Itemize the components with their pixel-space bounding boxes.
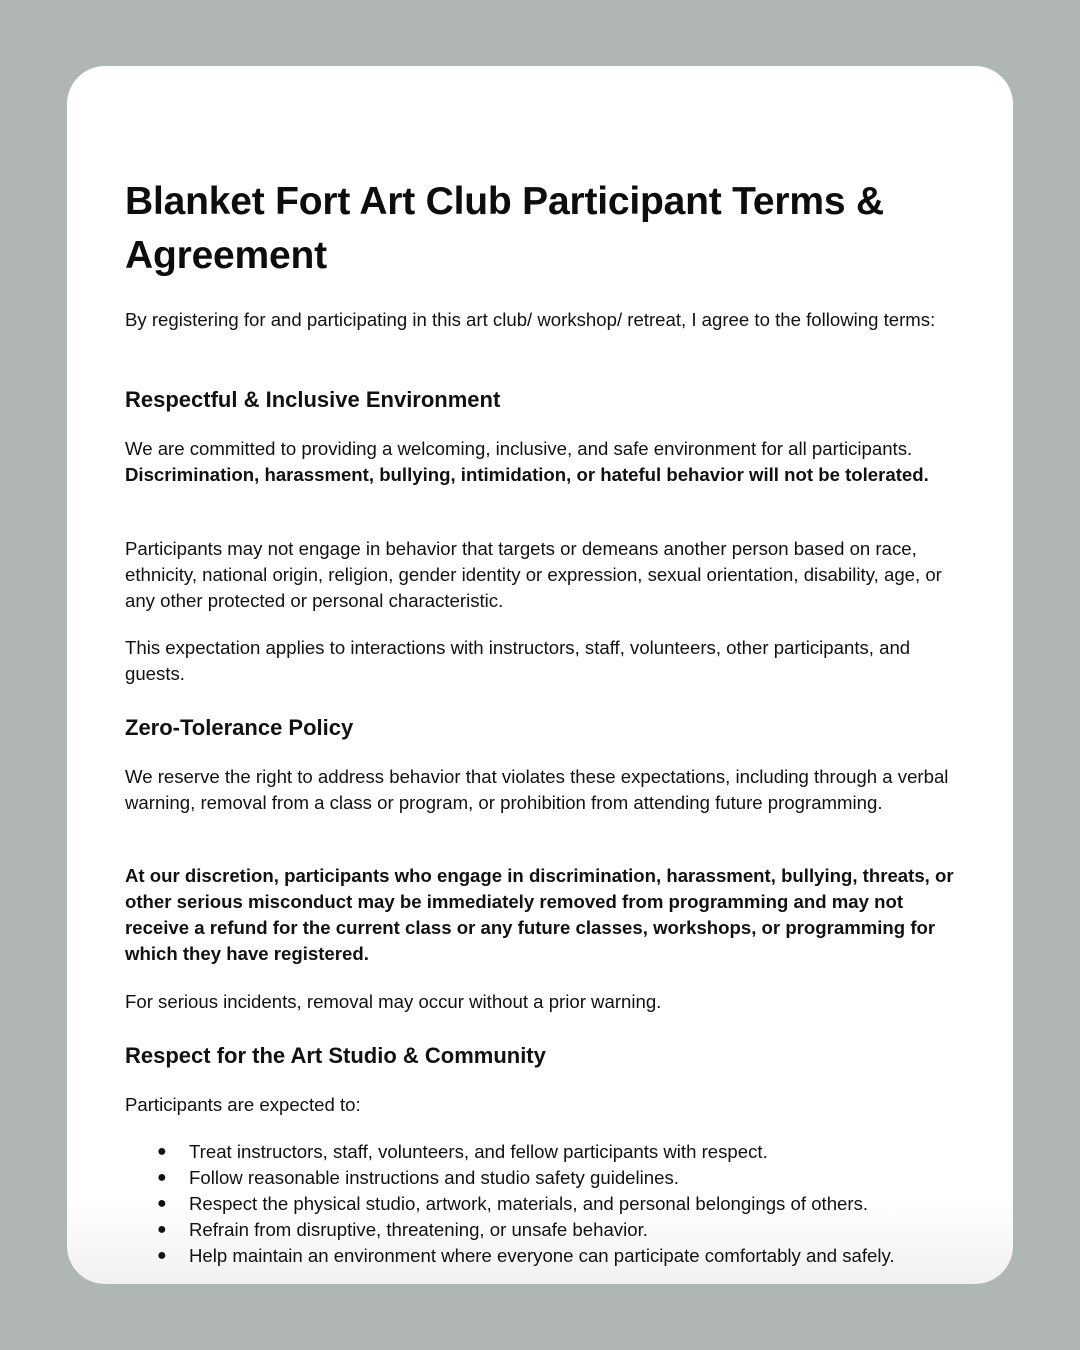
- section-heading-studio-community: Respect for the Art Studio & Community: [125, 1043, 546, 1068]
- respectful-paragraph-3: This expectation applies to interactions with instructors, staff, volunteers, other participants, and guests.: [125, 637, 911, 684]
- list-item: [125, 1217, 965, 1243]
- list-item-text: Respect the physical studio, artwork, materials, and personal belongings of others.: [189, 1193, 869, 1214]
- list-item: [125, 1243, 965, 1269]
- section-heading-zero-tolerance: Zero-Tolerance Policy: [125, 715, 354, 740]
- list-item: [125, 1191, 965, 1217]
- document-card: [67, 66, 1013, 1284]
- list-item-text: Treat instructors, staff, volunteers, and fellow participants with respect.: [189, 1141, 768, 1162]
- bullet-icon: ●: [157, 1143, 167, 1160]
- studio-community-paragraph-1: Participants are expected to:: [125, 1094, 361, 1115]
- list-item: [125, 1165, 965, 1191]
- list-item-text: Help maintain an environment where everyone can participate comfortably and safely.: [189, 1245, 895, 1266]
- zero-tolerance-paragraph-2: [125, 863, 965, 967]
- intro-paragraph: By registering for and participating in this art club/ workshop/ retreat, I agree to the following terms:: [125, 309, 936, 330]
- respectful-paragraph-1-text: We are committed to providing a welcoming, inclusive, and safe environment for all participants.: [125, 438, 913, 459]
- bullet-icon: ●: [157, 1221, 167, 1238]
- list-item-text: Follow reasonable instructions and studio safety guidelines.: [189, 1167, 679, 1188]
- zero-tolerance-paragraph-1: We reserve the right to address behavior that violates these expectations, including through a verbal warning, removal from a class or program, or prohibition from attending future programming.: [125, 766, 949, 813]
- zero-tolerance-paragraph-2-bold: At our discretion, participants who engage in discrimination, harassment, bullying, threats, or other serious misconduct may be immediately removed from programming and may not receive a refund for the current class or any future classes, workshops, or programming for which they have registered.: [125, 865, 954, 964]
- expectations-list: [125, 1139, 965, 1269]
- respectful-paragraph-1: [125, 436, 965, 488]
- respectful-paragraph-1-bold: Discrimination, harassment, bullying, intimidation, or hateful behavior will not be tolerated.: [125, 464, 929, 485]
- list-item-text: Refrain from disruptive, threatening, or unsafe behavior.: [189, 1219, 648, 1240]
- bullet-icon: ●: [157, 1169, 167, 1186]
- bullet-icon: ●: [157, 1247, 167, 1264]
- section-heading-respectful: Respectful & Inclusive Environment: [125, 387, 501, 412]
- bullet-icon: ●: [157, 1195, 167, 1212]
- zero-tolerance-paragraph-3: For serious incidents, removal may occur without a prior warning.: [125, 991, 662, 1012]
- list-item: [125, 1139, 965, 1165]
- document-title: Blanket Fort Art Club Participant Terms & Agreement: [125, 180, 884, 277]
- respectful-paragraph-2: Participants may not engage in behavior that targets or demeans another person based on race, ethnicity, national origin, religion, gender identity or expression, sexual orientation, disability, age, or any other protected or personal characteristic.: [125, 538, 942, 611]
